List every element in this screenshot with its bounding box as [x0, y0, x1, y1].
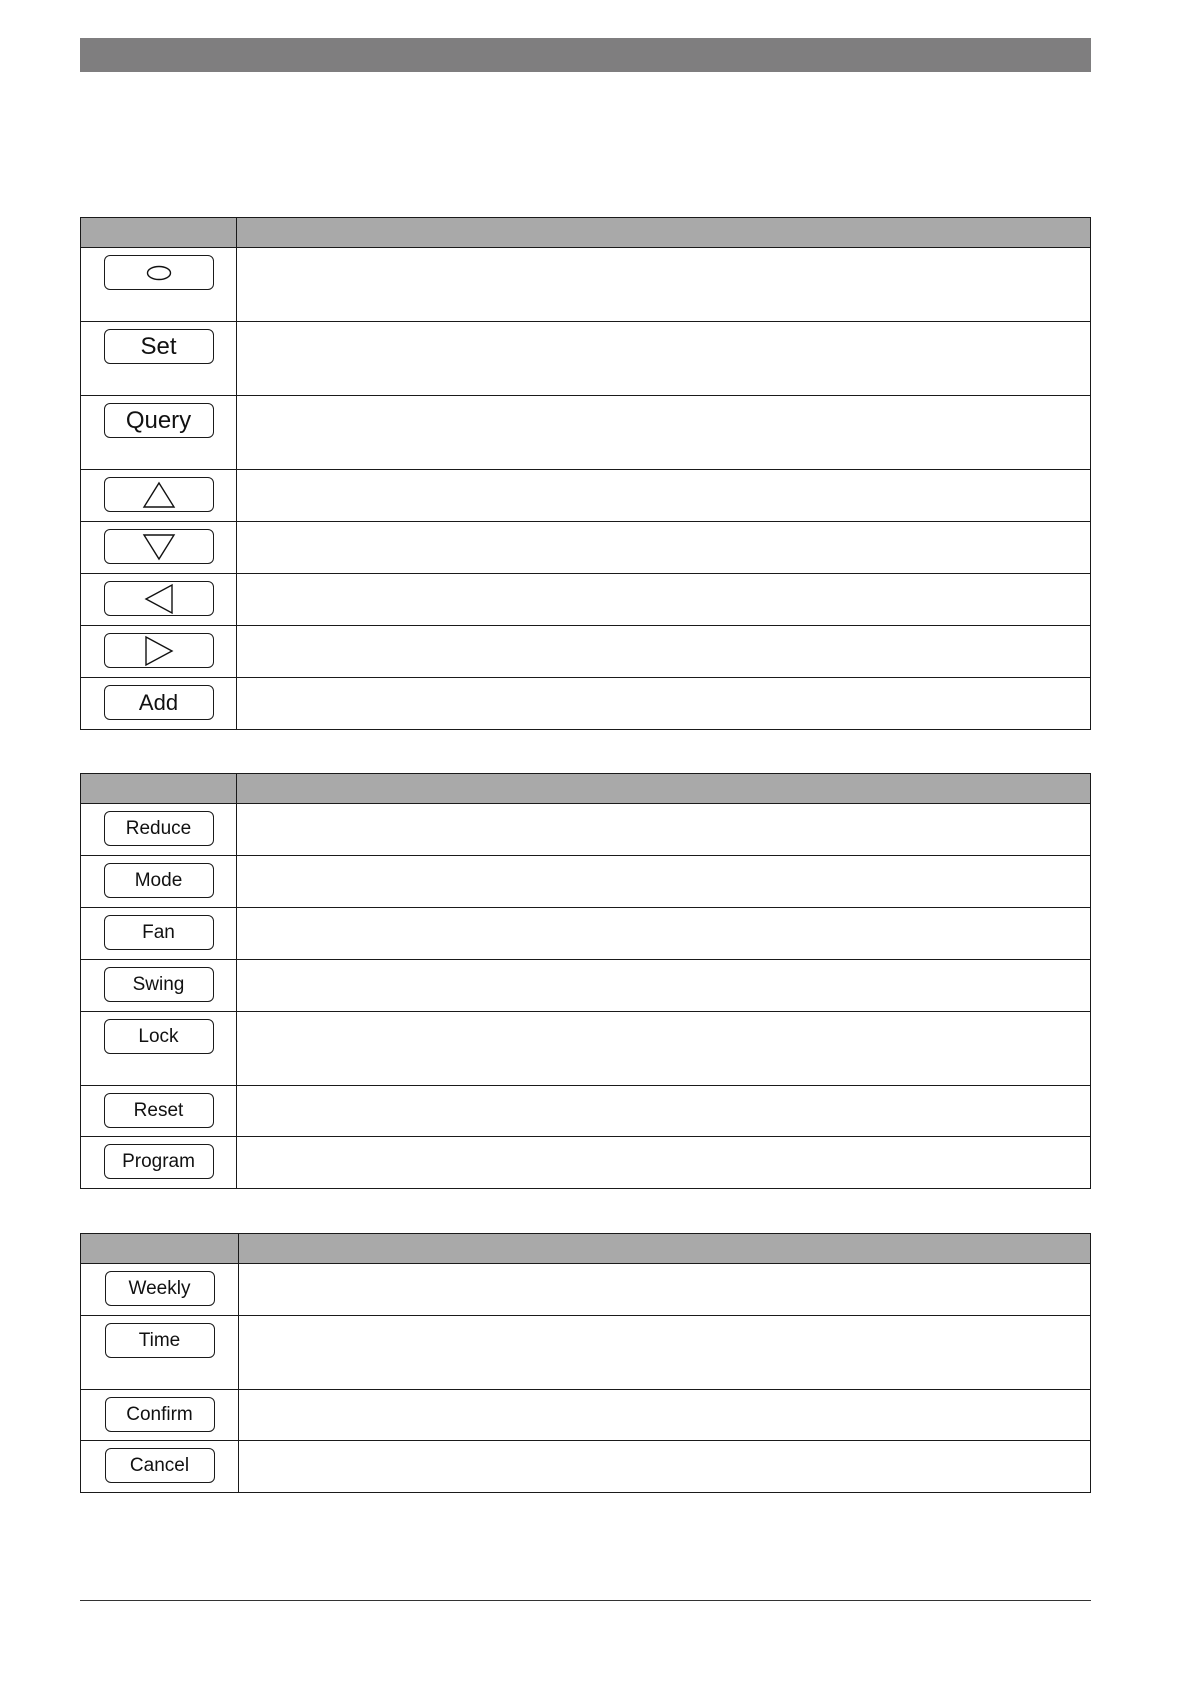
- header-key-cell: [81, 774, 237, 804]
- lock-button[interactable]: Lock: [104, 1019, 214, 1054]
- right-button[interactable]: [104, 633, 214, 668]
- down-button[interactable]: [104, 529, 214, 564]
- table-row: [81, 248, 1091, 322]
- weekly-button[interactable]: Weekly: [105, 1271, 215, 1306]
- confirm-button[interactable]: Confirm: [105, 1397, 215, 1432]
- mode-button[interactable]: Mode: [104, 863, 214, 898]
- key-cell: [81, 522, 237, 574]
- power-button[interactable]: [104, 255, 214, 290]
- table-row: [81, 1264, 1091, 1316]
- table-row: [81, 626, 1091, 678]
- footer-rule: [80, 1600, 1091, 1601]
- description-cell: [237, 522, 1091, 574]
- table-row: [81, 470, 1091, 522]
- description-cell: [239, 1316, 1091, 1390]
- header-description-cell: [237, 774, 1091, 804]
- table-row: [81, 908, 1091, 960]
- header-description-cell: [237, 218, 1091, 248]
- key-cell: [81, 574, 237, 626]
- circle-icon: [146, 265, 172, 281]
- key-cell: [81, 804, 237, 856]
- swing-button[interactable]: Swing: [104, 967, 214, 1002]
- up-button[interactable]: [104, 477, 214, 512]
- description-cell: [237, 908, 1091, 960]
- table-row: [81, 1441, 1091, 1493]
- triangle-right-icon: [144, 635, 174, 667]
- description-cell: [239, 1441, 1091, 1493]
- description-cell: [237, 1137, 1091, 1189]
- key-cell: [81, 1137, 237, 1189]
- add-button[interactable]: Add: [104, 685, 214, 720]
- description-cell: [237, 1012, 1091, 1086]
- triangle-up-icon: [142, 481, 176, 509]
- description-cell: [237, 248, 1091, 322]
- description-cell: [237, 470, 1091, 522]
- key-cell: [81, 960, 237, 1012]
- left-button[interactable]: [104, 581, 214, 616]
- table-row: [81, 522, 1091, 574]
- key-cell: [81, 1316, 239, 1390]
- description-cell: [237, 396, 1091, 470]
- reset-button[interactable]: Reset: [104, 1093, 214, 1128]
- program-button[interactable]: Program: [104, 1144, 214, 1179]
- table-row: [81, 322, 1091, 396]
- description-cell: [237, 804, 1091, 856]
- description-cell: [239, 1264, 1091, 1316]
- table-row: [81, 1012, 1091, 1086]
- fan-button[interactable]: Fan: [104, 915, 214, 950]
- description-cell: [239, 1390, 1091, 1441]
- table-header-row: [81, 218, 1091, 248]
- table-row: [81, 396, 1091, 470]
- key-cell: [81, 396, 237, 470]
- cancel-button[interactable]: Cancel: [105, 1448, 215, 1483]
- header-bar: [80, 38, 1091, 72]
- key-cell: [81, 1012, 237, 1086]
- table-row: [81, 1316, 1091, 1390]
- key-cell: [81, 322, 237, 396]
- key-cell: [81, 1264, 239, 1316]
- key-cell: [81, 1390, 239, 1441]
- description-cell: [237, 856, 1091, 908]
- key-cell: [81, 1441, 239, 1493]
- description-cell: [237, 1086, 1091, 1137]
- table-header-row: [81, 774, 1091, 804]
- key-table-2: [80, 773, 1091, 1189]
- header-key-cell: [81, 218, 237, 248]
- table-row: [81, 856, 1091, 908]
- description-cell: [237, 626, 1091, 678]
- header-description-cell: [239, 1234, 1091, 1264]
- time-button[interactable]: Time: [105, 1323, 215, 1358]
- reduce-button[interactable]: Reduce: [104, 811, 214, 846]
- description-cell: [237, 678, 1091, 730]
- header-key-cell: [81, 1234, 239, 1264]
- key-cell: [81, 908, 237, 960]
- set-button[interactable]: Set: [104, 329, 214, 364]
- table-header-row: [81, 1234, 1091, 1264]
- table-row: [81, 960, 1091, 1012]
- table-row: [81, 1390, 1091, 1441]
- table-row: [81, 804, 1091, 856]
- table-row: [81, 1137, 1091, 1189]
- key-cell: [81, 856, 237, 908]
- table-row: [81, 574, 1091, 626]
- description-cell: [237, 574, 1091, 626]
- key-cell: [81, 626, 237, 678]
- key-cell: [81, 470, 237, 522]
- query-button[interactable]: Query: [104, 403, 214, 438]
- table-row: [81, 678, 1091, 730]
- key-cell: [81, 678, 237, 730]
- triangle-left-icon: [144, 583, 174, 615]
- key-cell: [81, 248, 237, 322]
- key-table-3: [80, 1233, 1091, 1493]
- table-row: [81, 1086, 1091, 1137]
- triangle-down-icon: [142, 533, 176, 561]
- description-cell: [237, 322, 1091, 396]
- description-cell: [237, 960, 1091, 1012]
- key-cell: [81, 1086, 237, 1137]
- key-table-1: [80, 217, 1091, 730]
